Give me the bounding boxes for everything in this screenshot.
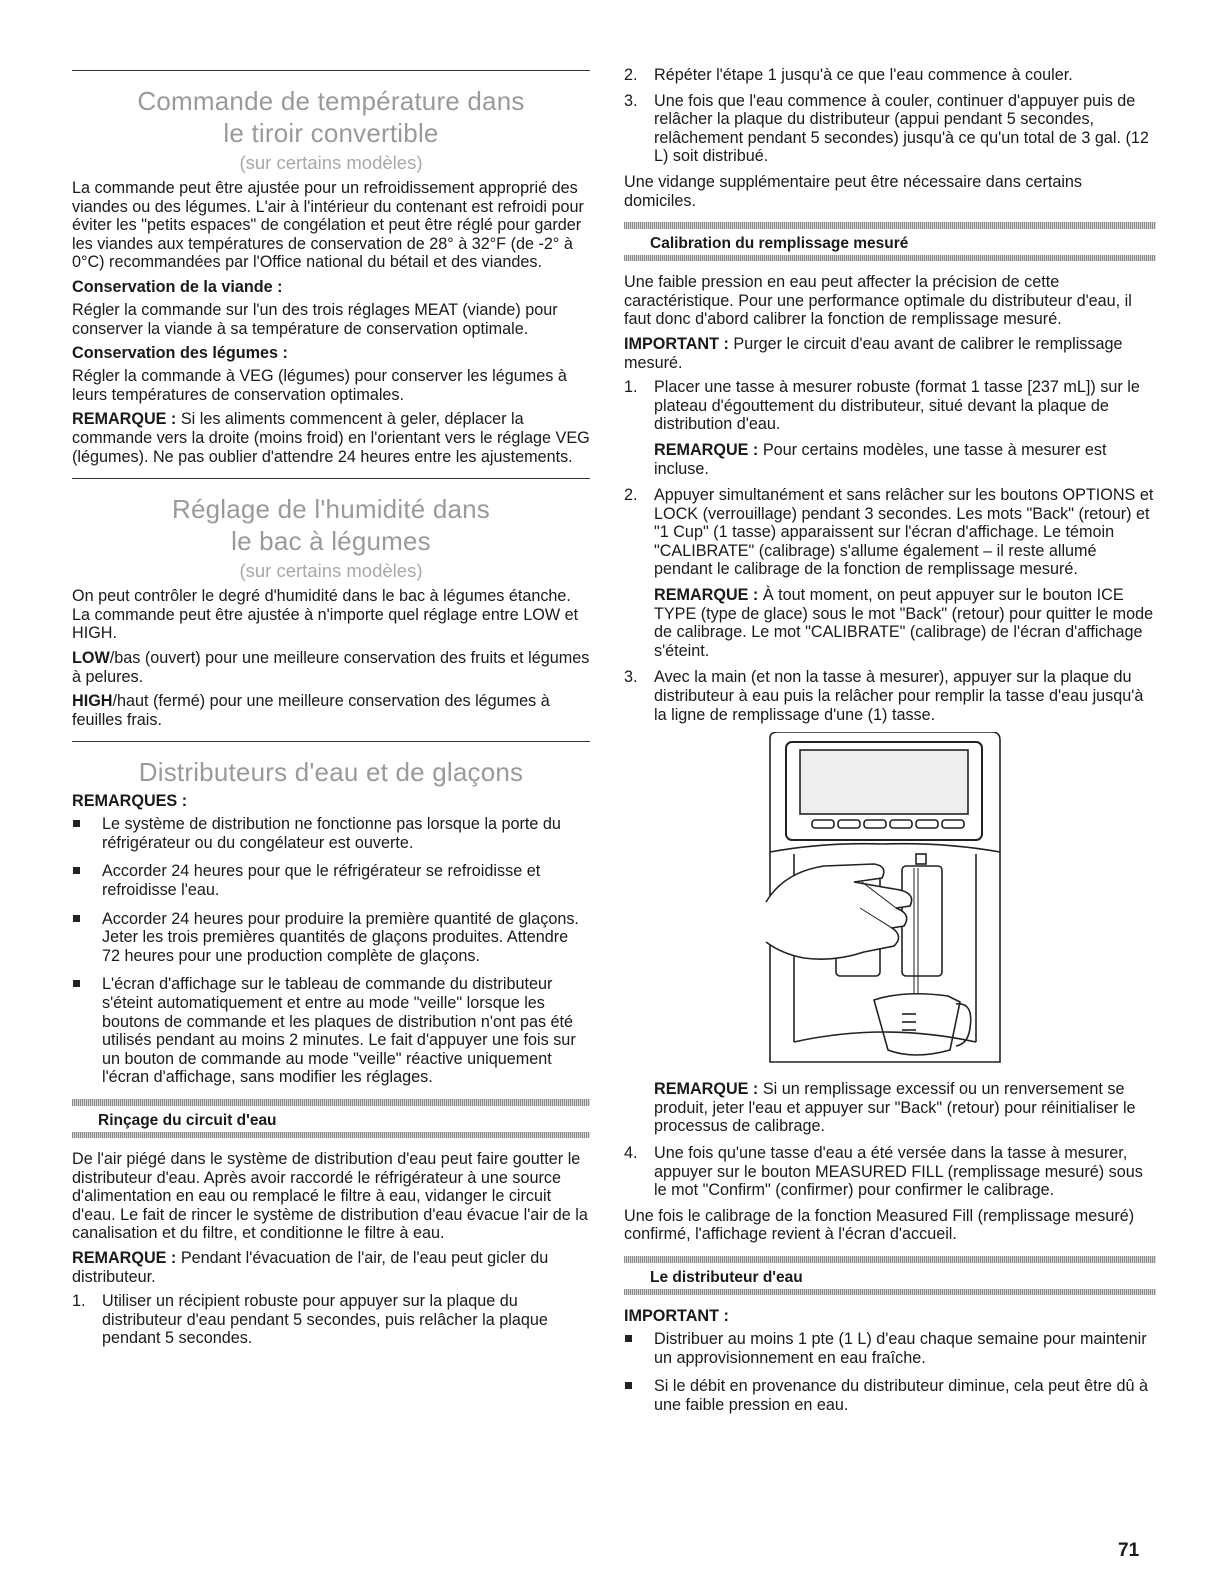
bullet-icon (73, 820, 80, 827)
divider-strip (624, 222, 1156, 229)
list-item (72, 910, 590, 966)
control-button-icon (916, 820, 938, 828)
control-button-icon (864, 820, 886, 828)
list-item-text: Le système de distribution ne fonctionne pas lorsque la porte du réfrigérateur ou du congélateur est ouverte. (102, 815, 561, 852)
list-item-text: Si le débit en provenance du distributeur diminue, cela peut être dû à une faible pression en eau. (654, 1377, 1149, 1414)
step-number: 3. (624, 668, 638, 687)
step-number: 2. (624, 66, 638, 84)
paragraph: Régler la commande à VEG (légumes) pour conserver les légumes à leurs températures de conservation optimales. (72, 367, 567, 404)
paragraph: Régler la commande sur l'un des trois réglages MEAT (viande) pour conserver la viande à sa température de conservation optimale. (72, 300, 558, 338)
control-button-icon (838, 820, 860, 828)
step-text: Appuyer simultanément et sans relâcher sur les boutons OPTIONS et LOCK (verrouillage) pendant 3 secondes. Les mots "Back" (retour) et "1 Cup" (1 tasse) apparaissent sur l'écran d'affichage. Le témoin "CALIBRATE" (calibrage) s'allume également – il reste allumé pendant le calibrage de la fonction de remplissage mesuré. (654, 486, 1154, 579)
important-heading: IMPORTANT : (624, 1306, 729, 1325)
paragraph: De l'air piégé dans le système de distribution d'eau peut faire goutter le distributeur d'eau. Après avoir raccordé le réfrigérateur à une source d'alimentation en eau ou remplacé le filtre à eau, vidanger le circuit d'eau. Le fait de rincer le système de distribution d'eau évacue l'air de la canalisation et du filtre, et conditionne le filtre à eau. (72, 1150, 588, 1243)
note-text: À tout moment, on peut appuyer sur le bouton ICE TYPE (type de glace) sous le mot "Back" (retour) pour quitter le mode de calibrage. Le mot "CALIBRATE" (calibrage) de l'écran d'affichage s'éteint. (654, 586, 1154, 660)
subheading-calibration: Calibration du remplissage mesuré (650, 235, 909, 253)
subheading-veg: Conservation des légumes : (72, 344, 288, 363)
section-subtitle: (sur certains modèles) (239, 560, 423, 582)
list-item (72, 815, 590, 852)
step-number: 3. (624, 91, 638, 110)
list-item (624, 1377, 1156, 1414)
right-column (624, 66, 1156, 1424)
paragraph-high (72, 692, 590, 729)
step-number: 1. (624, 378, 638, 397)
paragraph-low (72, 649, 590, 686)
bullet-icon (625, 1382, 632, 1389)
important-note (624, 335, 1156, 372)
bullet-icon (625, 1335, 632, 1342)
subheading-water-dispenser: Le distributeur d'eau (650, 1268, 803, 1286)
divider-strip (624, 1289, 1156, 1295)
paragraph: Une fois le calibrage de la fonction Measured Fill (remplissage mesuré) confirmé, l'affichage revient à l'écran d'accueil. (624, 1206, 1135, 1244)
note-text: Si les aliments commencent à geler, déplacer la commande vers la droite (moins froid) en l'orientant vers le réglage VEG (légumes). Ne pas oublier d'attendre 24 heures entre les ajustements. (72, 410, 590, 466)
paragraph: Une vidange supplémentaire peut être nécessaire dans certains domiciles. (624, 172, 1083, 210)
section-subtitle: (sur certains modèles) (239, 152, 423, 173)
divider-strip (624, 1256, 1156, 1263)
control-button-icon (812, 820, 834, 828)
low-lead: LOW (72, 648, 110, 667)
list-item-text: Accorder 24 heures pour que le réfrigérateur se refroidisse et refroidisse l'eau. (102, 862, 541, 900)
control-button-icon (890, 820, 912, 828)
paragraph: On peut contrôler le degré d'humidité dans le bac à légumes étanche. La commande peut être ajustée à n'importe quel réglage entre LOW et HIGH. (72, 587, 579, 643)
left-column (72, 70, 590, 1355)
step-number: 2. (624, 486, 638, 505)
bullet-icon (73, 915, 80, 922)
note-lead: REMARQUE : (72, 410, 177, 429)
display-screen (800, 750, 968, 814)
step-text: Une fois que l'eau commence à couler, continuer d'appuyer puis de relâcher la plaque du distributeur (appui pendant 5 secondes, relâchement pendant 5 secondes) jusqu'à ce qu'un total de 3 gal. (12 L) soit distribué. (654, 91, 1149, 166)
bullet-icon (73, 867, 80, 874)
hand-illustration (766, 864, 912, 959)
note (72, 410, 590, 466)
section-title-drawer: Commande de température dans (137, 86, 525, 116)
step-item (72, 1292, 590, 1348)
important-list (624, 1330, 1156, 1414)
high-text: /haut (fermé) pour une meilleure conservation des légumes à feuilles frais. (72, 692, 550, 729)
section-title-dispensers: Distributeurs d'eau et de glaçons (138, 757, 524, 788)
notes-heading: REMARQUES : (72, 792, 188, 811)
low-text: /bas (ouvert) pour une meilleure conservation des fruits et légumes à pelures. (72, 648, 590, 686)
list-item-text: Accorder 24 heures pour produire la première quantité de glaçons. Jeter les trois premières quantités de glaçons produites. Attendre 72 heures pour une production complète de glaçons. (102, 909, 579, 965)
note-lead: REMARQUE : (654, 440, 759, 459)
subheading-meat: Conservation de la viande : (72, 277, 283, 296)
step-item (624, 92, 1156, 166)
list-item (72, 862, 590, 899)
control-button-icon (942, 820, 964, 828)
divider-strip (72, 1099, 590, 1106)
high-lead: HIGH (72, 692, 113, 711)
measuring-cup-icon (874, 994, 960, 1055)
bullet-icon (73, 980, 80, 987)
paragraph: La commande peut être ajustée pour un refroidissement approprié des viandes ou des légumes. L'air à l'intérieur du contenant est refroidi pour éviter les "petits espaces" de congélation et peut être réglé pour garder les viandes aux températures de conservation de 28° à 32°F (de -2° à 0°C) recommandées par l'Office national du bétail et des viandes. (72, 179, 584, 272)
note (624, 1080, 1156, 1136)
list-item-text: L'écran d'affichage sur le tableau de commande du distributeur s'éteint automatiquement et entre au mode "veille" lorsque les boutons de commande et les plaques de distribution n'ont pas été utilisés pendant au moins 2 minutes. Le fait d'appuyer une fois sur un bouton de commande au mode "veille" réactive uniquement l'écran d'affichage, sans modifier les réglages. (102, 975, 576, 1087)
section-title-humidity: Réglage de l'humidité dans (171, 494, 491, 525)
note-lead: REMARQUE : (654, 586, 759, 605)
list-item (624, 1330, 1156, 1367)
divider-strip (624, 255, 1156, 261)
note (72, 1249, 590, 1286)
notes-list (72, 815, 590, 1087)
note (624, 586, 1156, 660)
step-number: 4. (624, 1144, 638, 1162)
step-item (624, 668, 1156, 724)
step-text: Avec la main (et non la tasse à mesurer), appuyer sur la plaque du distributeur à eau puis la relâcher pour remplir la tasse d'eau jusqu'à la ligne de remplissage d'une (1) tasse. (654, 668, 1144, 724)
note (624, 441, 1156, 478)
page-number: 71 (1118, 1540, 1140, 1561)
step-text: Répéter l'étape 1 jusqu'à ce que l'eau commence à couler. (654, 66, 1073, 84)
water-paddle (902, 866, 942, 976)
note-lead: REMARQUE : (72, 1248, 177, 1267)
section-title-drawer-line2: le tiroir convertible (223, 118, 439, 148)
paragraph: Une faible pression en eau peut affecter la précision de cette caractéristique. Pour une performance optimale du distributeur d'eau, il faut donc d'abord calibrer la fonction de remplissage mesuré. (624, 273, 1132, 329)
note-text: Pour certains modèles, une tasse à mesurer est incluse. (654, 440, 1107, 478)
step-text: Utiliser un récipient robuste pour appuyer sur la plaque du distributeur d'eau pendant 5 secondes, puis relâcher la plaque pendant 5 secondes. (102, 1292, 548, 1348)
section-title-humidity-line2: le bac à légumes (231, 526, 431, 557)
important-lead: IMPORTANT : (624, 334, 729, 353)
step-number: 1. (72, 1292, 86, 1311)
step-item (624, 486, 1156, 579)
note-text: Si un remplissage excessif ou un renversement se produit, jeter l'eau et appuyer sur "Back" (retour) pour réinitialiser le processus de calibrage. (654, 1080, 1136, 1136)
divider-strip (72, 1132, 590, 1138)
step-item (624, 1144, 1156, 1200)
spout-icon (916, 854, 926, 864)
step-item (624, 66, 1156, 85)
list-item (72, 975, 590, 1087)
list-item-text: Distribuer au moins 1 pte (1 L) d'eau chaque semaine pour maintenir un approvisionnement en eau fraîche. (654, 1329, 1147, 1367)
dispenser-recess (770, 844, 1000, 852)
note-text: Pendant l'évacuation de l'air, de l'eau peut gicler du distributeur. (72, 1248, 549, 1286)
important-text: Purger le circuit d'eau avant de calibrer le remplissage mesuré. (624, 334, 1123, 372)
step-text: Placer une tasse à mesurer robuste (format 1 tasse [237 mL]) sur le plateau d'égouttement du distributeur, situé devant la plaque de distribution d'eau. (654, 378, 1140, 434)
note-lead: REMARQUE : (654, 1080, 759, 1099)
step-item (624, 378, 1156, 434)
subheading-rinse: Rinçage du circuit d'eau (98, 1112, 277, 1129)
dispenser-illustration (764, 732, 1008, 1072)
step-text: Une fois qu'une tasse d'eau a été versée dans la tasse à mesurer, appuyer sur le bouton MEASURED FILL (remplissage mesuré) sous le mot "Confirm" (confirmer) pour confirmer le calibrage. (654, 1144, 1143, 1200)
